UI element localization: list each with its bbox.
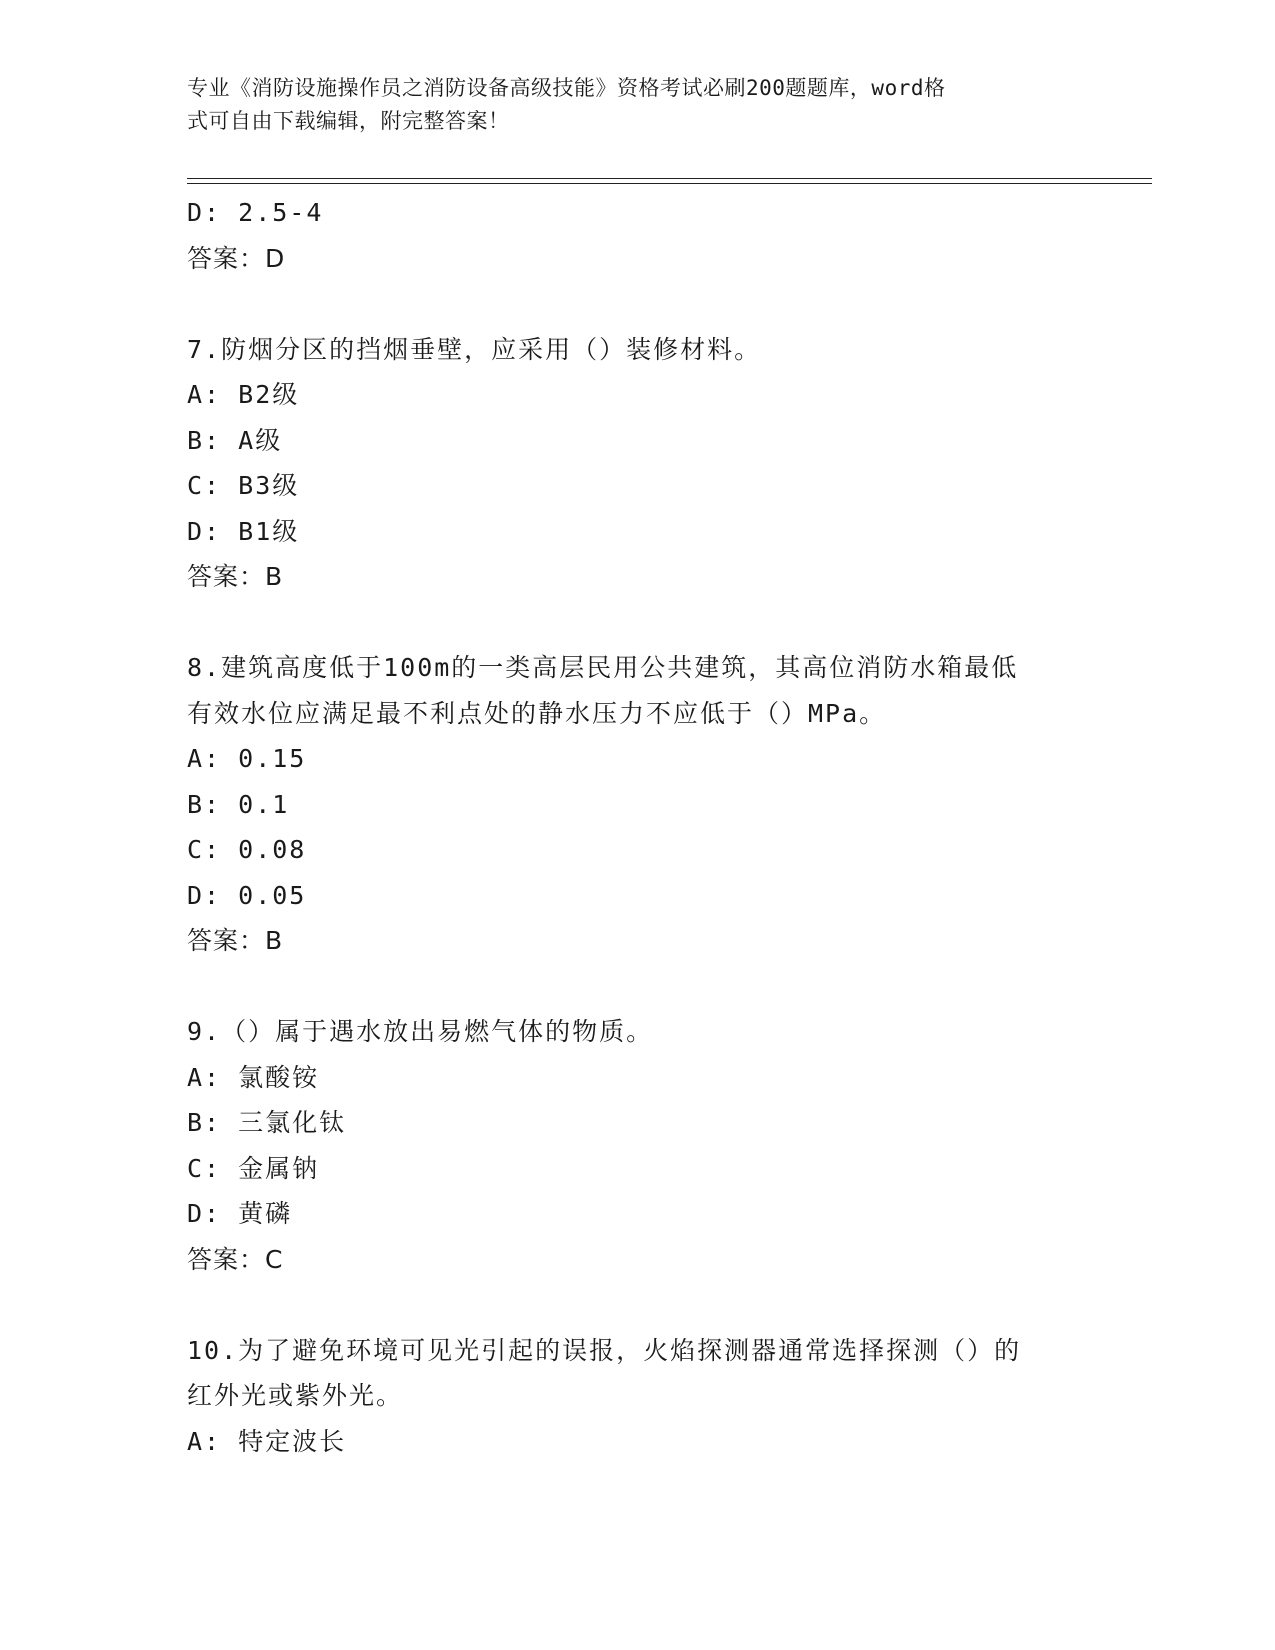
header-rule-bottom [187,183,1152,184]
question-10 [187,1328,1087,1465]
option-a: A: 氯酸铵 [187,1062,320,1092]
option-a: A: 0.15 [187,744,307,773]
question-text-line-1: 10.为了避免环境可见光引起的误报，火焰探测器通常选择探测（）的 [187,1335,1022,1365]
spacer [187,1282,1087,1328]
option-b: B: A级 [187,425,283,455]
option-c: C: 金属钠 [187,1153,320,1183]
option-d: D: B1级 [187,516,300,546]
document-header [187,72,1067,138]
question-9 [187,1009,1087,1282]
option-c: C: 0.08 [187,835,307,864]
question-text-line-2: 红外光或紫外光。 [187,1381,404,1410]
document-body [187,190,1087,1464]
answer: 答案：B [187,926,284,955]
question-text-line-2: 有效水位应满足最不利点处的静水压力不应低于（）MPa。 [187,698,887,728]
option-a: A: 特定波长 [187,1426,347,1456]
answer: 答案：D [187,243,286,273]
option-d: D: 0.05 [187,880,307,910]
answer: 答案：B [187,562,284,591]
option-c: C: B3级 [187,471,300,500]
option-b: B: 三氯化钛 [187,1108,347,1137]
option-d: D: 2.5-4 [187,198,324,227]
question-text-line-1: 8.建筑高度低于100m的一类高层民用公共建筑，其高位消防水箱最低 [187,653,1019,682]
question-7 [187,327,1087,600]
spacer [187,600,1087,646]
header-line-1: 专业《消防设施操作员之消防设备高级技能》资格考试必刷200题题库，word格 [187,76,946,100]
question-text: 7.防烟分区的挡烟垂壁，应采用（）装修材料。 [187,334,762,364]
header-rule-top [187,178,1152,179]
spacer [187,281,1087,327]
question-8 [187,645,1087,964]
answer: 答案：C [187,1244,284,1274]
option-a: A: B2级 [187,380,300,409]
spacer [187,964,1087,1010]
header-line-2: 式可自由下载编辑，附完整答案！ [187,109,510,133]
question-text: 9.（）属于遇水放出易燃气体的物质。 [187,1017,654,1046]
option-b: B: 0.1 [187,789,290,819]
option-d: D: 黄磷 [187,1199,293,1228]
